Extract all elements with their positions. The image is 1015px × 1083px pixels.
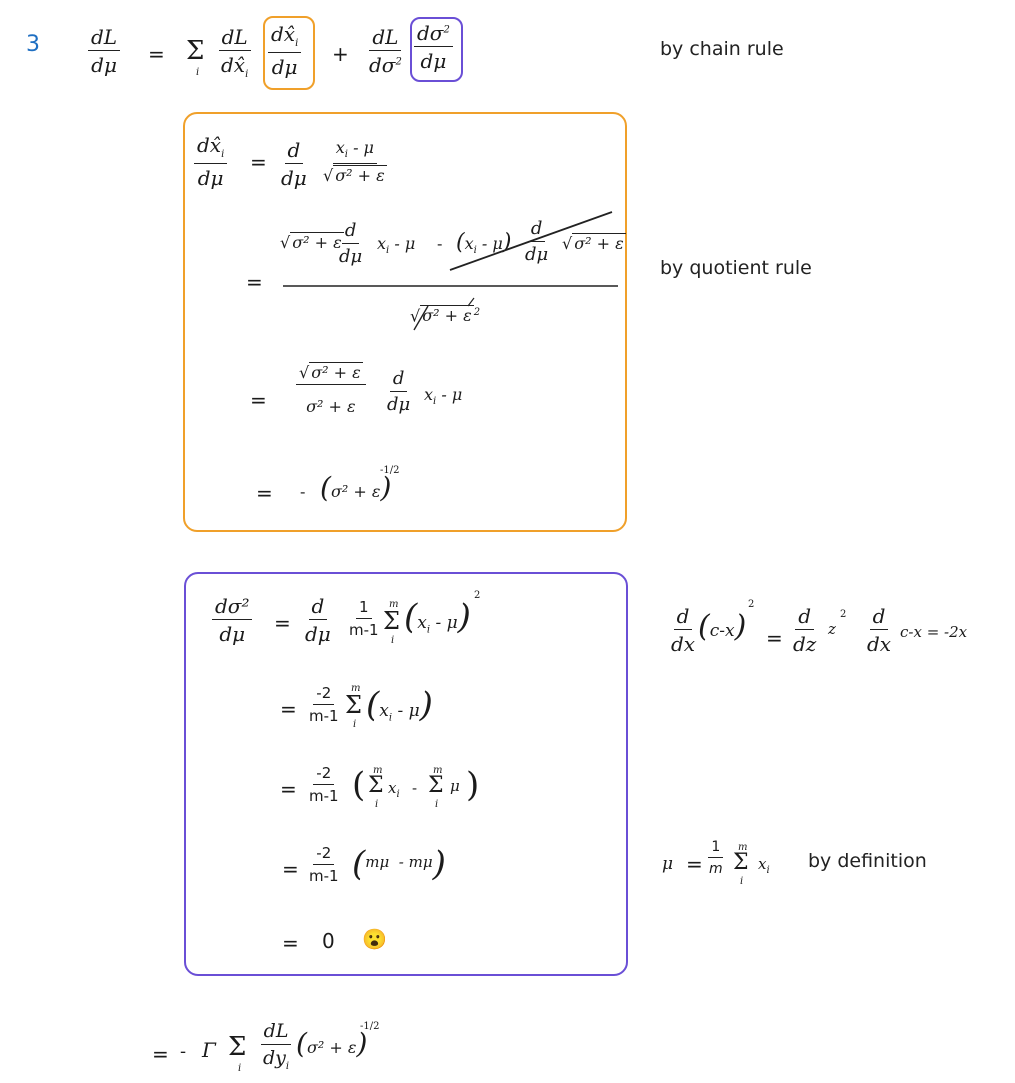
purple-row1-equals: =	[274, 611, 291, 635]
side-z: z	[828, 620, 836, 638]
orange-row2-equals: =	[246, 270, 263, 294]
bottom-exponent: -1/2	[360, 1021, 380, 1032]
term2-numerator: dL	[369, 27, 401, 51]
purple-row2-term: $(x_i - \mu)$	[366, 685, 433, 725]
d-den: dμ	[525, 244, 549, 265]
purple-row2-sum-sub: i	[353, 719, 357, 730]
orange-row4-equals: =	[256, 481, 273, 505]
d-num: d	[342, 222, 360, 244]
orange-row1-frac-den: √ σ² + ε	[323, 166, 385, 186]
bottom-paren-term: (σ² + ε)	[296, 1027, 368, 1060]
coef-num: 1	[708, 840, 723, 858]
lhs-denominator: dμ	[91, 53, 117, 77]
box2-denominator: dμ	[420, 49, 447, 73]
d-num: d	[309, 596, 328, 620]
purple-row1-lhs-den: dμ	[219, 622, 246, 646]
bottom-sum: Σ	[228, 1032, 247, 1062]
bottom-equals: =	[152, 1042, 169, 1066]
mu-def-sum-top: m	[738, 842, 748, 853]
coef-den: m-1	[309, 867, 339, 885]
bottom-gamma: Γ	[202, 1038, 216, 1062]
purple-row1-sum: Σ	[383, 607, 400, 635]
coef-den: m	[709, 861, 723, 877]
purple-row5-zero: 0	[322, 929, 335, 953]
term2-denominator: $d\sigma^2$	[369, 53, 402, 77]
purple-row3-close-paren: )	[466, 765, 480, 805]
d-num: d	[285, 140, 304, 164]
step-number: 3	[26, 32, 40, 57]
orange-row1-frac-num: $x_i$ - μ	[333, 140, 377, 164]
mu-def-sum-sub: i	[740, 876, 744, 887]
orange-row3-den: σ² + ε	[306, 397, 356, 416]
purple-row4-equals: =	[282, 857, 299, 881]
exponent-strike	[468, 298, 474, 306]
coef-num: -2	[313, 766, 334, 785]
coef-den: m-1	[309, 707, 339, 725]
side-equals: =	[766, 626, 783, 650]
box1-denominator: dμ	[271, 55, 298, 79]
purple-row1-exponent: 2	[474, 590, 481, 601]
note-quotient-rule: by quotient rule	[660, 257, 812, 279]
orange-row1-lhs-num: $dx̂_i$	[194, 135, 227, 164]
purple-row3-open-paren: (	[352, 765, 366, 805]
d-den: dx	[867, 632, 892, 656]
d-den: dμ	[281, 166, 307, 190]
sum-subscript: i	[196, 67, 200, 78]
term1-numerator: dL	[219, 27, 251, 51]
orange-row1-lhs-den: dμ	[197, 166, 224, 190]
purple-row5-equals: =	[282, 931, 299, 955]
bottom-minus: -	[180, 1041, 187, 1062]
mu-def-sum: Σ	[733, 850, 749, 875]
purple-row3-xi: $x_i$	[388, 779, 400, 800]
mu-def-equals: =	[686, 852, 703, 876]
orange-row4-exponent: -1/2	[380, 465, 400, 476]
purple-row3-sum1-sub: i	[375, 799, 379, 810]
mu-def-mu: μ	[662, 854, 674, 874]
d-den: dx	[671, 632, 696, 656]
strike-through-line	[450, 212, 612, 270]
d-num: d	[674, 606, 693, 630]
note-chain-rule: by chain rule	[660, 38, 784, 60]
purple-row2-sum: Σ	[345, 691, 362, 719]
purple-row3-sum2-top: m	[433, 765, 443, 776]
orange-row4-term: (σ² + ε)	[320, 471, 392, 504]
orange-row2-x-minus-mu: $x_i$ - μ	[377, 234, 416, 257]
term1-denominator: $dx̂_i$	[221, 53, 249, 80]
d-num: d	[528, 220, 546, 242]
box2-numerator: $d\sigma^2$	[414, 23, 453, 47]
d-num: d	[870, 606, 889, 630]
orange-row2-paren-term: $(x_i - \mu)$	[456, 230, 512, 257]
surprised-emoji-icon: 😮	[362, 927, 387, 951]
purple-row3-sum1: Σ	[368, 773, 384, 798]
orange-row1-equals: =	[250, 150, 267, 174]
coef-num: -2	[313, 686, 334, 705]
d-num: d	[795, 606, 814, 630]
plus-sign: +	[332, 42, 349, 66]
lhs-numerator: dL	[88, 27, 120, 51]
coef-den: m-1	[349, 621, 379, 639]
purple-row3-mu: μ	[450, 777, 460, 795]
purple-row3-sum2: Σ	[428, 773, 444, 798]
side-exponent: 2	[748, 599, 755, 610]
purple-row3-sum1-top: m	[373, 765, 383, 776]
orange-row2-denominator: √ σ² + ε $^2$	[410, 306, 481, 326]
coef-num: -2	[313, 846, 334, 865]
denominator-strike	[414, 306, 428, 330]
d-den: dμ	[387, 394, 411, 415]
purple-row3-equals: =	[280, 777, 297, 801]
sum-symbol: Σ	[186, 36, 205, 66]
d-den: dμ	[339, 246, 363, 267]
orange-row3-num: √ σ² + ε	[296, 365, 366, 385]
purple-row3-minus: -	[412, 779, 418, 797]
orange-row3-equals: =	[250, 388, 267, 412]
d-den: dμ	[305, 622, 331, 646]
purple-row4-term: (mμ - mμ)	[352, 844, 446, 884]
mu-def-xi: $x_i$	[758, 855, 770, 876]
purple-row1-sum-sub: i	[391, 635, 395, 646]
purple-row1-sum-top: m	[389, 599, 399, 610]
coef-den: m-1	[309, 787, 339, 805]
orange-row3-x-minus-mu: $x_i$ - μ	[424, 385, 463, 408]
d-num: d	[390, 370, 408, 392]
d-den: dz	[793, 632, 817, 656]
bottom-frac-den: $dy_i$	[263, 1047, 290, 1072]
orange-row4-minus: -	[300, 482, 306, 501]
note-by-definition: by definition	[808, 850, 927, 872]
purple-row3-sum2-sub: i	[435, 799, 439, 810]
equals-sign: =	[148, 42, 165, 66]
bottom-frac-num: dL	[261, 1022, 292, 1045]
orange-row2-minus: -	[437, 234, 443, 253]
bottom-sum-sub: i	[238, 1063, 242, 1074]
side-z-exponent: 2	[840, 609, 847, 620]
purple-row2-equals: =	[280, 697, 297, 721]
side-tail: c-x = -2x	[900, 623, 968, 641]
coef-num: 1	[356, 600, 372, 619]
side-c-minus-x: (c-x)	[698, 609, 747, 644]
purple-row1-lhs-num: dσ²	[212, 596, 252, 620]
box1-numerator: $dx̂_i$	[268, 24, 301, 53]
purple-row2-sum-top: m	[351, 683, 361, 694]
purple-row1-term: $(x_i - \mu)$	[404, 597, 471, 637]
orange-row2-sqrt: √ σ² + ε	[280, 233, 342, 252]
orange-row2-sqrt2: √ σ² + ε	[562, 234, 624, 253]
